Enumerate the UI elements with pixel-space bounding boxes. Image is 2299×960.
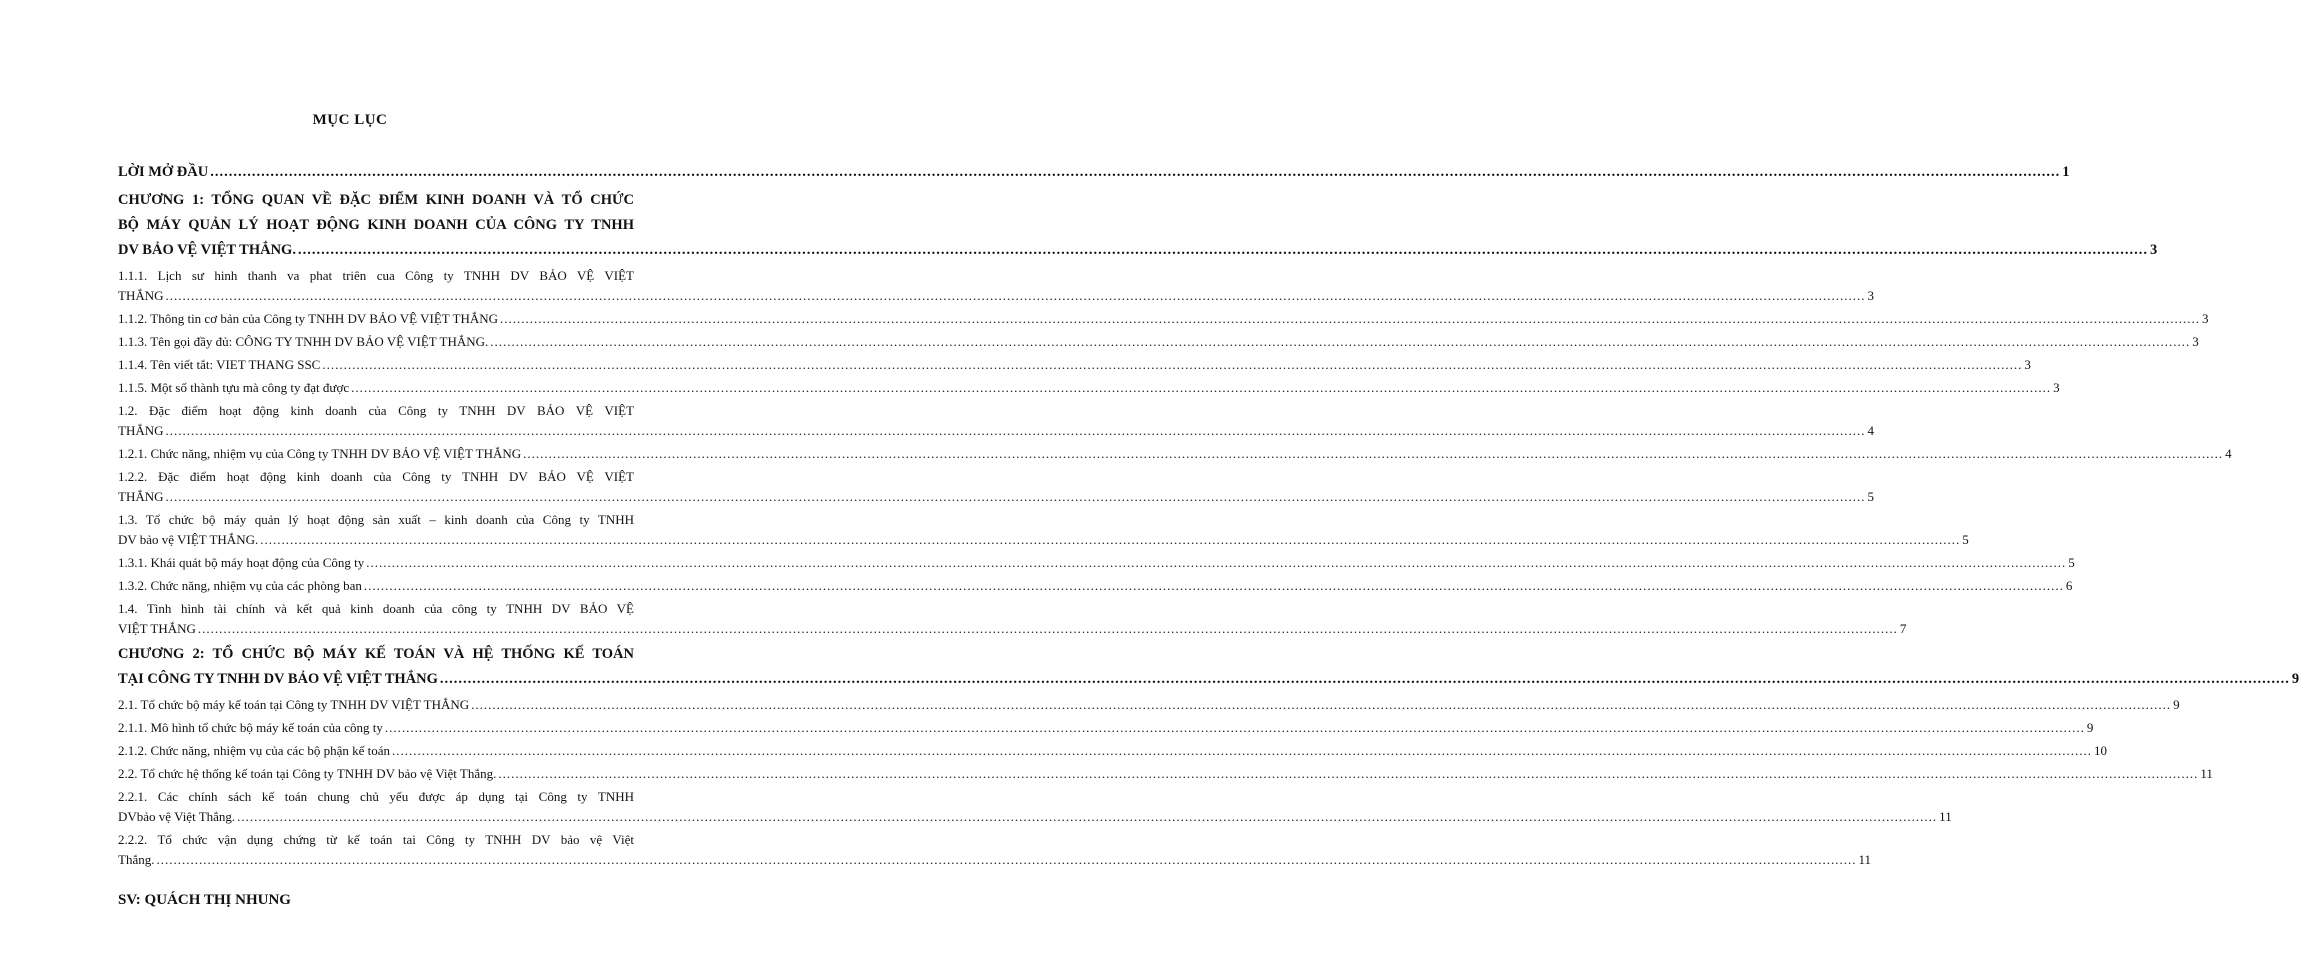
- toc-entry-line: 2.2.1. Các chính sách kế toán chung chủ yếu được áp dụng tại Công ty TNHH: [118, 789, 634, 804]
- toc-section-entry: [118, 309, 2209, 329]
- toc-entry-last-line: [118, 576, 2073, 596]
- toc-page-number: 4: [2225, 446, 2232, 461]
- toc-entry-last-line: [118, 695, 2180, 715]
- toc-entry-title: 1.3.2. Chức năng, nhiệm vụ của các phòng ban: [118, 578, 362, 593]
- toc-entry-line: 1.3. Tổ chức bộ máy quản lý hoạt động sản xuất – kinh doanh của Công ty TNHH: [118, 512, 634, 527]
- toc-entry-title: THẮNG: [118, 489, 164, 504]
- toc-section-entry: [118, 764, 2213, 784]
- toc-page-number: 11: [2200, 766, 2213, 781]
- toc-leader-dots: ................................................................................................................................................................................................................................................................................................................................................................................................................: [490, 334, 2191, 349]
- toc-section-entry: [118, 510, 1969, 550]
- toc-page-number: 5: [2068, 555, 2075, 570]
- toc-section-entry: [118, 467, 1874, 507]
- toc-section-entry: [118, 599, 1907, 639]
- toc-entry-line: 1.2.2. Đặc điểm hoạt động kinh doanh của Công ty TNHH DV BẢO VỆ VIỆT: [118, 469, 634, 484]
- toc-entry-line: 2.2.2. Tổ chức vận dụng chứng từ kế toán tai Công ty TNHH DV bảo vệ Việt: [118, 832, 634, 847]
- toc-entry-title: 1.1.4. Tên viết tắt: VIET THANG SSC: [118, 357, 321, 372]
- toc-section-entry: [118, 695, 2180, 715]
- toc-leader-dots: ................................................................................................................................................................................................................................................................................................................................................................................................................: [297, 242, 2148, 258]
- toc-chapter-entry: [118, 160, 2070, 185]
- toc-entry-last-line: [118, 378, 2060, 398]
- toc-entry-last-line: [118, 764, 2213, 784]
- toc-entry-title: THẮNG: [118, 288, 164, 303]
- toc-leader-dots: ................................................................................................................................................................................................................................................................................................................................................................................................................: [210, 164, 2061, 180]
- toc-chapter-entry: [118, 642, 2299, 692]
- toc-entry-last-line: [118, 355, 2031, 375]
- toc-entry-last-line: [118, 807, 1952, 827]
- toc-page-number: 3: [2053, 380, 2060, 395]
- toc-section-entry: [118, 378, 2060, 398]
- toc-entry-title: 1.1.5. Một số thành tựu mà công ty đạt được: [118, 380, 350, 395]
- toc-leader-dots: ................................................................................................................................................................................................................................................................................................................................................................................................................: [500, 311, 2201, 326]
- toc-entry-last-line: [118, 619, 1907, 639]
- toc-entry-title: VIỆT THẮNG: [118, 621, 196, 636]
- toc-section-entry: [118, 332, 2199, 352]
- toc-entry-last-line: [118, 850, 1871, 870]
- toc-entry-last-line: [118, 444, 2232, 464]
- toc-page-number: 11: [1858, 852, 1871, 867]
- toc-page-number: 3: [2202, 311, 2209, 326]
- toc-entry-title: 2.2. Tổ chức hệ thống kế toán tại Công ty TNHH DV bảo vệ Việt Thắng.: [118, 766, 497, 781]
- toc-entry-last-line: [118, 667, 2299, 692]
- toc-section-entry: [118, 266, 1874, 306]
- toc-section-entry: [118, 718, 2094, 738]
- toc-entry-last-line: [118, 160, 2070, 185]
- toc-page-number: 11: [1939, 809, 1952, 824]
- toc-entry-last-line: [118, 530, 1969, 550]
- toc-page-number: 9: [2291, 671, 2299, 687]
- toc-entry-title: 1.3.1. Khái quát bộ máy hoạt động của Công ty: [118, 555, 365, 570]
- toc-page-number: 7: [1899, 621, 1907, 636]
- toc-leader-dots: ................................................................................................................................................................................................................................................................................................................................................................................................................: [363, 578, 2064, 593]
- toc-page-number: 4: [1867, 423, 1874, 438]
- toc-entry-title: 2.1.2. Chức năng, nhiệm vụ của các bộ phận kế toán: [118, 743, 391, 758]
- student-name-footer: SV: QUÁCH THỊ NHUNG: [118, 892, 291, 908]
- toc-entry-title: 1.1.2. Thông tin cơ bản của Công ty TNHH DV BẢO VỆ VIỆT THẮNG: [118, 311, 499, 326]
- toc-section-entry: [118, 741, 2108, 761]
- toc-page-number: 3: [1867, 288, 1874, 303]
- toc-entry-last-line: [118, 553, 2075, 573]
- toc-entry-title: LỜI MỞ ĐẦU: [118, 164, 209, 180]
- toc-page-number: 5: [1962, 532, 1969, 547]
- toc-leader-dots: ................................................................................................................................................................................................................................................................................................................................................................................................................: [197, 621, 1898, 636]
- toc-entry-title: TẠI CÔNG TY TNHH DV BẢO VỆ VIỆT THẮNG: [118, 671, 438, 687]
- toc-page-number: 10: [2094, 743, 2108, 758]
- toc-leader-dots: ................................................................................................................................................................................................................................................................................................................................................................................................................: [260, 532, 1961, 547]
- toc-page-number: 9: [2086, 720, 2094, 735]
- toc-page-number: 1: [2062, 164, 2070, 180]
- table-of-contents: [118, 160, 2299, 873]
- toc-page-number: 6: [2065, 578, 2073, 593]
- toc-leader-dots: ................................................................................................................................................................................................................................................................................................................................................................................................................: [322, 357, 2023, 372]
- toc-entry-title: 2.1. Tổ chức bộ máy kế toán tại Công ty TNHH DV VIỆT THẮNG: [118, 697, 470, 712]
- toc-entry-last-line: [118, 309, 2209, 329]
- toc-section-entry: [118, 830, 1871, 870]
- toc-section-entry: [118, 576, 2073, 596]
- toc-entry-title: DV BẢO VỆ VIỆT THẮNG.: [118, 242, 296, 258]
- toc-leader-dots: ................................................................................................................................................................................................................................................................................................................................................................................................................: [439, 671, 2290, 687]
- toc-leader-dots: ................................................................................................................................................................................................................................................................................................................................................................................................................: [156, 852, 1857, 867]
- toc-entry-line: CHƯƠNG 1: TỔNG QUAN VỀ ĐẶC ĐIỂM KINH DOANH VÀ TỔ CHỨC: [118, 192, 634, 208]
- toc-entry-line: 1.2. Đặc điểm hoạt động kinh doanh của Công ty TNHH DV BẢO VỆ VIỆT: [118, 403, 634, 418]
- toc-entry-title: DVbảo vệ Việt Thắng.: [118, 809, 236, 824]
- toc-page-number: 5: [1867, 489, 1874, 504]
- toc-leader-dots: ................................................................................................................................................................................................................................................................................................................................................................................................................: [165, 423, 1866, 438]
- toc-entry-line: BỘ MÁY QUẢN LÝ HOẠT ĐỘNG KINH DOANH CỦA CÔNG TY TNHH: [118, 217, 634, 233]
- toc-leader-dots: ................................................................................................................................................................................................................................................................................................................................................................................................................: [523, 446, 2224, 461]
- toc-entry-last-line: [118, 741, 2108, 761]
- toc-leader-dots: ................................................................................................................................................................................................................................................................................................................................................................................................................: [237, 809, 1938, 824]
- toc-leader-dots: ................................................................................................................................................................................................................................................................................................................................................................................................................: [165, 489, 1866, 504]
- toc-leader-dots: ................................................................................................................................................................................................................................................................................................................................................................................................................: [471, 697, 2172, 712]
- toc-page-number: 3: [2192, 334, 2199, 349]
- toc-entry-title: THẮNG: [118, 423, 164, 438]
- toc-entry-title: DV bảo vệ VIỆT THẮNG.: [118, 532, 259, 547]
- toc-leader-dots: ................................................................................................................................................................................................................................................................................................................................................................................................................: [392, 743, 2093, 758]
- toc-chapter-entry: [118, 188, 2158, 263]
- toc-leader-dots: ................................................................................................................................................................................................................................................................................................................................................................................................................: [498, 766, 2199, 781]
- toc-section-entry: [118, 444, 2232, 464]
- toc-leader-dots: ................................................................................................................................................................................................................................................................................................................................................................................................................: [165, 288, 1866, 303]
- toc-entry-line: 1.4. Tình hình tài chính và kết quả kinh doanh của công ty TNHH DV BẢO VỆ: [118, 601, 634, 616]
- toc-entry-line: 1.1.1. Lịch sư hinh thanh va phat triên cua Công ty TNHH DV BẢO VỆ VIỆT: [118, 268, 634, 283]
- toc-section-entry: [118, 553, 2075, 573]
- toc-leader-dots: ................................................................................................................................................................................................................................................................................................................................................................................................................: [384, 720, 2085, 735]
- toc-entry-last-line: [118, 718, 2094, 738]
- toc-entry-last-line: [118, 332, 2199, 352]
- page-title: MỤC LỤC: [312, 112, 388, 128]
- toc-page-number: 9: [2173, 697, 2180, 712]
- toc-section-entry: [118, 787, 1952, 827]
- toc-entry-last-line: [118, 487, 1874, 507]
- toc-entry-title: 1.1.3. Tên gọi đầy đủ: CÔNG TY TNHH DV BẢO VỆ VIỆT THẮNG.: [118, 334, 489, 349]
- toc-entry-line: CHƯƠNG 2: TỔ CHỨC BỘ MÁY KẾ TOÁN VÀ HỆ THỐNG KẾ TOÁN: [118, 646, 634, 662]
- toc-entry-last-line: [118, 238, 2158, 263]
- toc-entry-last-line: [118, 286, 1874, 306]
- toc-entry-title: 1.2.1. Chức năng, nhiệm vụ của Công ty TNHH DV BẢO VỆ VIỆT THẮNG: [118, 446, 522, 461]
- toc-section-entry: [118, 401, 1874, 441]
- toc-entry-title: 2.1.1. Mô hình tổ chức bộ máy kế toán của công ty: [118, 720, 383, 735]
- toc-entry-title: Thắng.: [118, 852, 155, 867]
- toc-leader-dots: ................................................................................................................................................................................................................................................................................................................................................................................................................: [351, 380, 2052, 395]
- toc-leader-dots: ................................................................................................................................................................................................................................................................................................................................................................................................................: [366, 555, 2067, 570]
- toc-page-number: 3: [2024, 357, 2031, 372]
- toc-entry-last-line: [118, 421, 1874, 441]
- toc-page-number: 3: [2149, 242, 2158, 258]
- toc-section-entry: [118, 355, 2031, 375]
